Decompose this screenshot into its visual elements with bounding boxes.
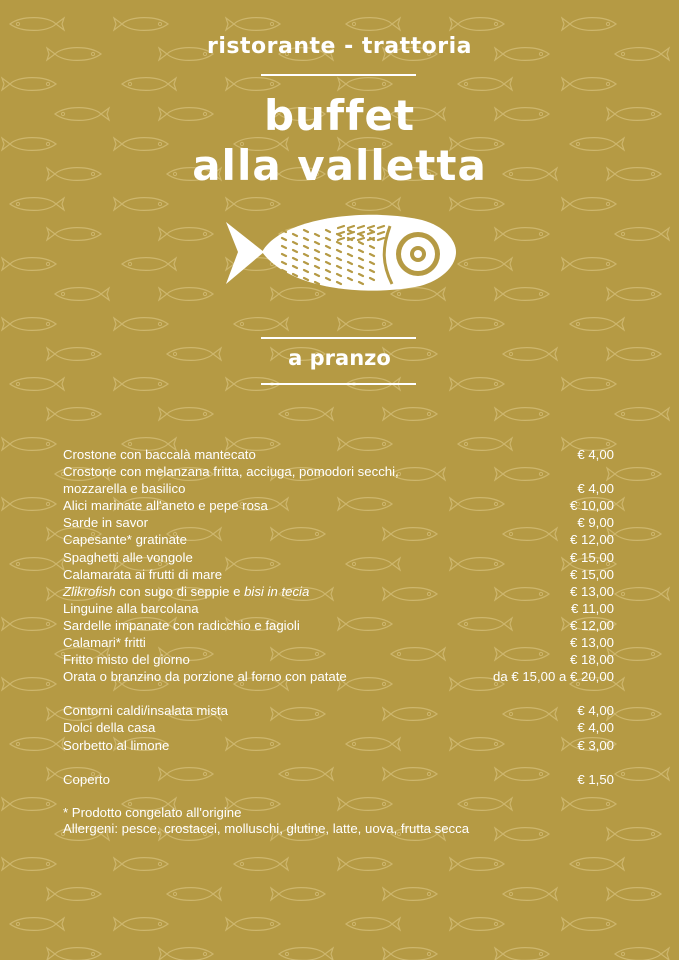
- menu-list: [63, 446, 614, 837]
- title-line-1: buffet: [263, 91, 416, 140]
- extra-item: Sorbetto al limone € 3,00: [63, 737, 614, 753]
- top-divider: [261, 74, 416, 76]
- menu-item: Fritto misto del giorno € 18,00: [63, 652, 614, 668]
- spacer: [63, 754, 614, 771]
- menu-item: Sardelle impanate con radicchio e fagioli € 12,00: [63, 617, 614, 633]
- coperto-row: Coperto € 1,50: [63, 771, 614, 787]
- menu-item: Capesante* gratinate € 12,00: [63, 532, 614, 548]
- menu-item: Linguine alla barcolana € 11,00: [63, 600, 614, 616]
- fish-icon: [222, 208, 458, 296]
- spacer: [63, 685, 614, 702]
- menu-item: Calamari* fritti € 13,00: [63, 635, 614, 651]
- menu-item: Crostone con baccalà mantecato € 4,00: [63, 447, 614, 462]
- allergens-note: Allergeni: pesce, crostacei, molluschi, glutine, latte, uova, frutta secca: [63, 820, 470, 836]
- extra-item: Dolci della casa € 4,00: [63, 720, 614, 736]
- extra-item: Contorni caldi/insalata mista € 4,00: [63, 703, 614, 719]
- restaurant-subtitle: ristorante - trattoria: [207, 34, 472, 59]
- section-title: a pranzo: [288, 346, 391, 370]
- title-line-2: alla valletta: [192, 141, 487, 190]
- frozen-note: * Prodotto congelato all'origine: [63, 804, 242, 820]
- spacer: [63, 788, 614, 805]
- menu-item: Sarde in savor € 9,00: [63, 515, 614, 531]
- menu-item: Zlikrofish con sugo di seppie e bisi in tecia € 13,00: [63, 583, 614, 599]
- menu-item: Alici marinate all'aneto e pepe rosa € 10,00: [63, 498, 614, 514]
- menu-item: Spaghetti alle vongole € 15,00: [63, 549, 614, 565]
- menu-item: Crostone con melanzana fritta, acciuga, pomodori secchi,: [63, 464, 399, 480]
- menu-item: Orata o branzino da porzione al forno con patate da € 15,00 a € 20,00: [63, 669, 614, 685]
- menu-item: Calamarata ai frutti di mare € 15,00: [63, 566, 614, 582]
- section-divider-top: [261, 337, 416, 339]
- menu-item-continued: mozzarella e basilico € 4,00: [63, 481, 614, 497]
- section-divider-bottom: [261, 383, 416, 385]
